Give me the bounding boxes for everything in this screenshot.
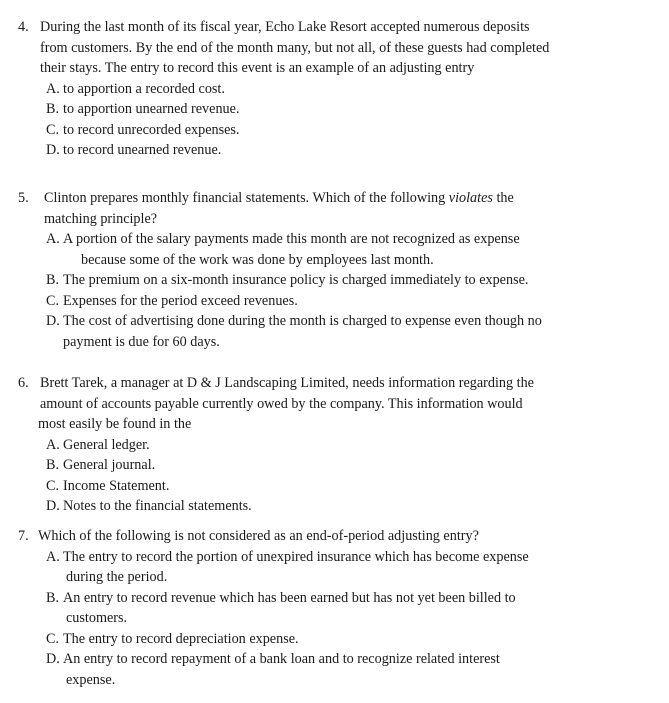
question-stem: [40, 17, 625, 79]
options-list: [46, 229, 669, 352]
options-list: [46, 79, 669, 161]
option-letter: C.: [46, 477, 60, 494]
option-b[interactable]: [46, 270, 669, 291]
question-number: 5.: [18, 190, 29, 206]
option-text-continued: expense.: [66, 671, 116, 688]
option-text: The entry to record depreciation expense.: [63, 630, 299, 647]
option-text: Notes to the financial statements.: [63, 498, 252, 514]
option-letter: C.: [46, 292, 60, 309]
option-text: An entry to record revenue which has been earned but has not yet been billed to: [63, 589, 516, 606]
option-letter: A.: [46, 80, 60, 97]
option-letter: C.: [46, 630, 60, 647]
stem-text: Clinton prepares monthly financial statements. Which of the following: [44, 190, 446, 206]
option-c[interactable]: [46, 476, 669, 497]
option-text: Income Statement.: [63, 477, 170, 494]
option-letter: A.: [46, 231, 60, 247]
stem-line: most easily be found in the: [38, 416, 192, 432]
stem-emphasis: violates: [448, 190, 493, 206]
stem-text: the: [496, 190, 514, 206]
option-text-continued: payment is due for 60 days.: [63, 333, 220, 350]
question-4: [0, 17, 669, 161]
question-stem: [38, 526, 623, 547]
option-letter: D.: [46, 142, 60, 158]
option-b[interactable]: [46, 99, 669, 120]
options-list: [46, 547, 669, 691]
option-letter: B.: [46, 101, 60, 117]
option-letter: D.: [46, 313, 60, 329]
stem-line: their stays. The entry to record this event is an example of an adjusting entry: [40, 60, 475, 76]
option-d[interactable]: [46, 311, 669, 352]
option-text: to apportion a recorded cost.: [63, 80, 225, 97]
option-text: An entry to record repayment of a bank loan and to recognize related interest: [63, 651, 500, 667]
option-text: The entry to record the portion of unexpired insurance which has become expense: [63, 548, 529, 565]
option-d[interactable]: [46, 649, 669, 690]
option-text-continued: during the period.: [66, 569, 168, 585]
stem-line: Which of the following is not considered as an end-of-period adjusting entry?: [38, 528, 479, 544]
option-text: Expenses for the period exceed revenues.: [63, 292, 298, 309]
question-5: [0, 188, 669, 352]
question-6: [0, 373, 669, 517]
option-letter: A.: [46, 436, 60, 453]
stem-line: matching principle?: [44, 210, 158, 227]
question-7: [0, 526, 669, 690]
option-d[interactable]: [46, 140, 669, 161]
option-letter: D.: [46, 651, 60, 667]
option-letter: C.: [46, 121, 60, 138]
option-a[interactable]: [46, 435, 669, 456]
option-letter: B.: [46, 589, 60, 606]
option-c[interactable]: [46, 120, 669, 141]
option-text: to apportion unearned revenue.: [63, 101, 240, 117]
option-b[interactable]: [46, 455, 669, 476]
question-stem: [40, 373, 625, 435]
option-text: to record unearned revenue.: [63, 142, 222, 158]
option-text: The cost of advertising done during the month is charged to expense even though no: [63, 313, 542, 329]
option-a[interactable]: [46, 79, 669, 100]
option-letter: D.: [46, 498, 60, 514]
option-text: to record unrecorded expenses.: [63, 121, 240, 138]
options-list: [46, 435, 669, 517]
option-d[interactable]: [46, 496, 669, 517]
stem-line: During the last month of its fiscal year, Echo Lake Resort accepted numerous deposits: [40, 19, 530, 35]
option-text: General ledger.: [63, 436, 150, 453]
option-letter: A.: [46, 548, 60, 565]
option-c[interactable]: [46, 291, 669, 312]
option-a[interactable]: [46, 547, 669, 588]
option-b[interactable]: [46, 588, 669, 629]
question-number: 7.: [18, 528, 29, 544]
question-number: 4.: [18, 19, 29, 35]
stem-line: from customers. By the end of the month many, but not all, of these guests had completed: [40, 39, 550, 56]
option-text-continued: customers.: [66, 610, 128, 626]
option-text: General journal.: [63, 457, 156, 473]
question-number: 6.: [18, 375, 29, 391]
option-text-continued: because some of the work was done by employees last month.: [81, 251, 434, 268]
stem-line: Brett Tarek, a manager at D & J Landscaping Limited, needs information regarding the: [40, 375, 534, 391]
question-stem: [44, 188, 629, 229]
option-a[interactable]: [46, 229, 669, 270]
stem-line: amount of accounts payable currently owed by the company. This information would: [40, 395, 523, 412]
stem-line: [44, 188, 629, 209]
option-text: A portion of the salary payments made this month are not recognized as expense: [63, 231, 520, 247]
option-c[interactable]: [46, 629, 669, 650]
option-text: The premium on a six-month insurance policy is charged immediately to expense.: [63, 272, 529, 288]
option-letter: B.: [46, 272, 60, 288]
option-letter: B.: [46, 457, 60, 473]
